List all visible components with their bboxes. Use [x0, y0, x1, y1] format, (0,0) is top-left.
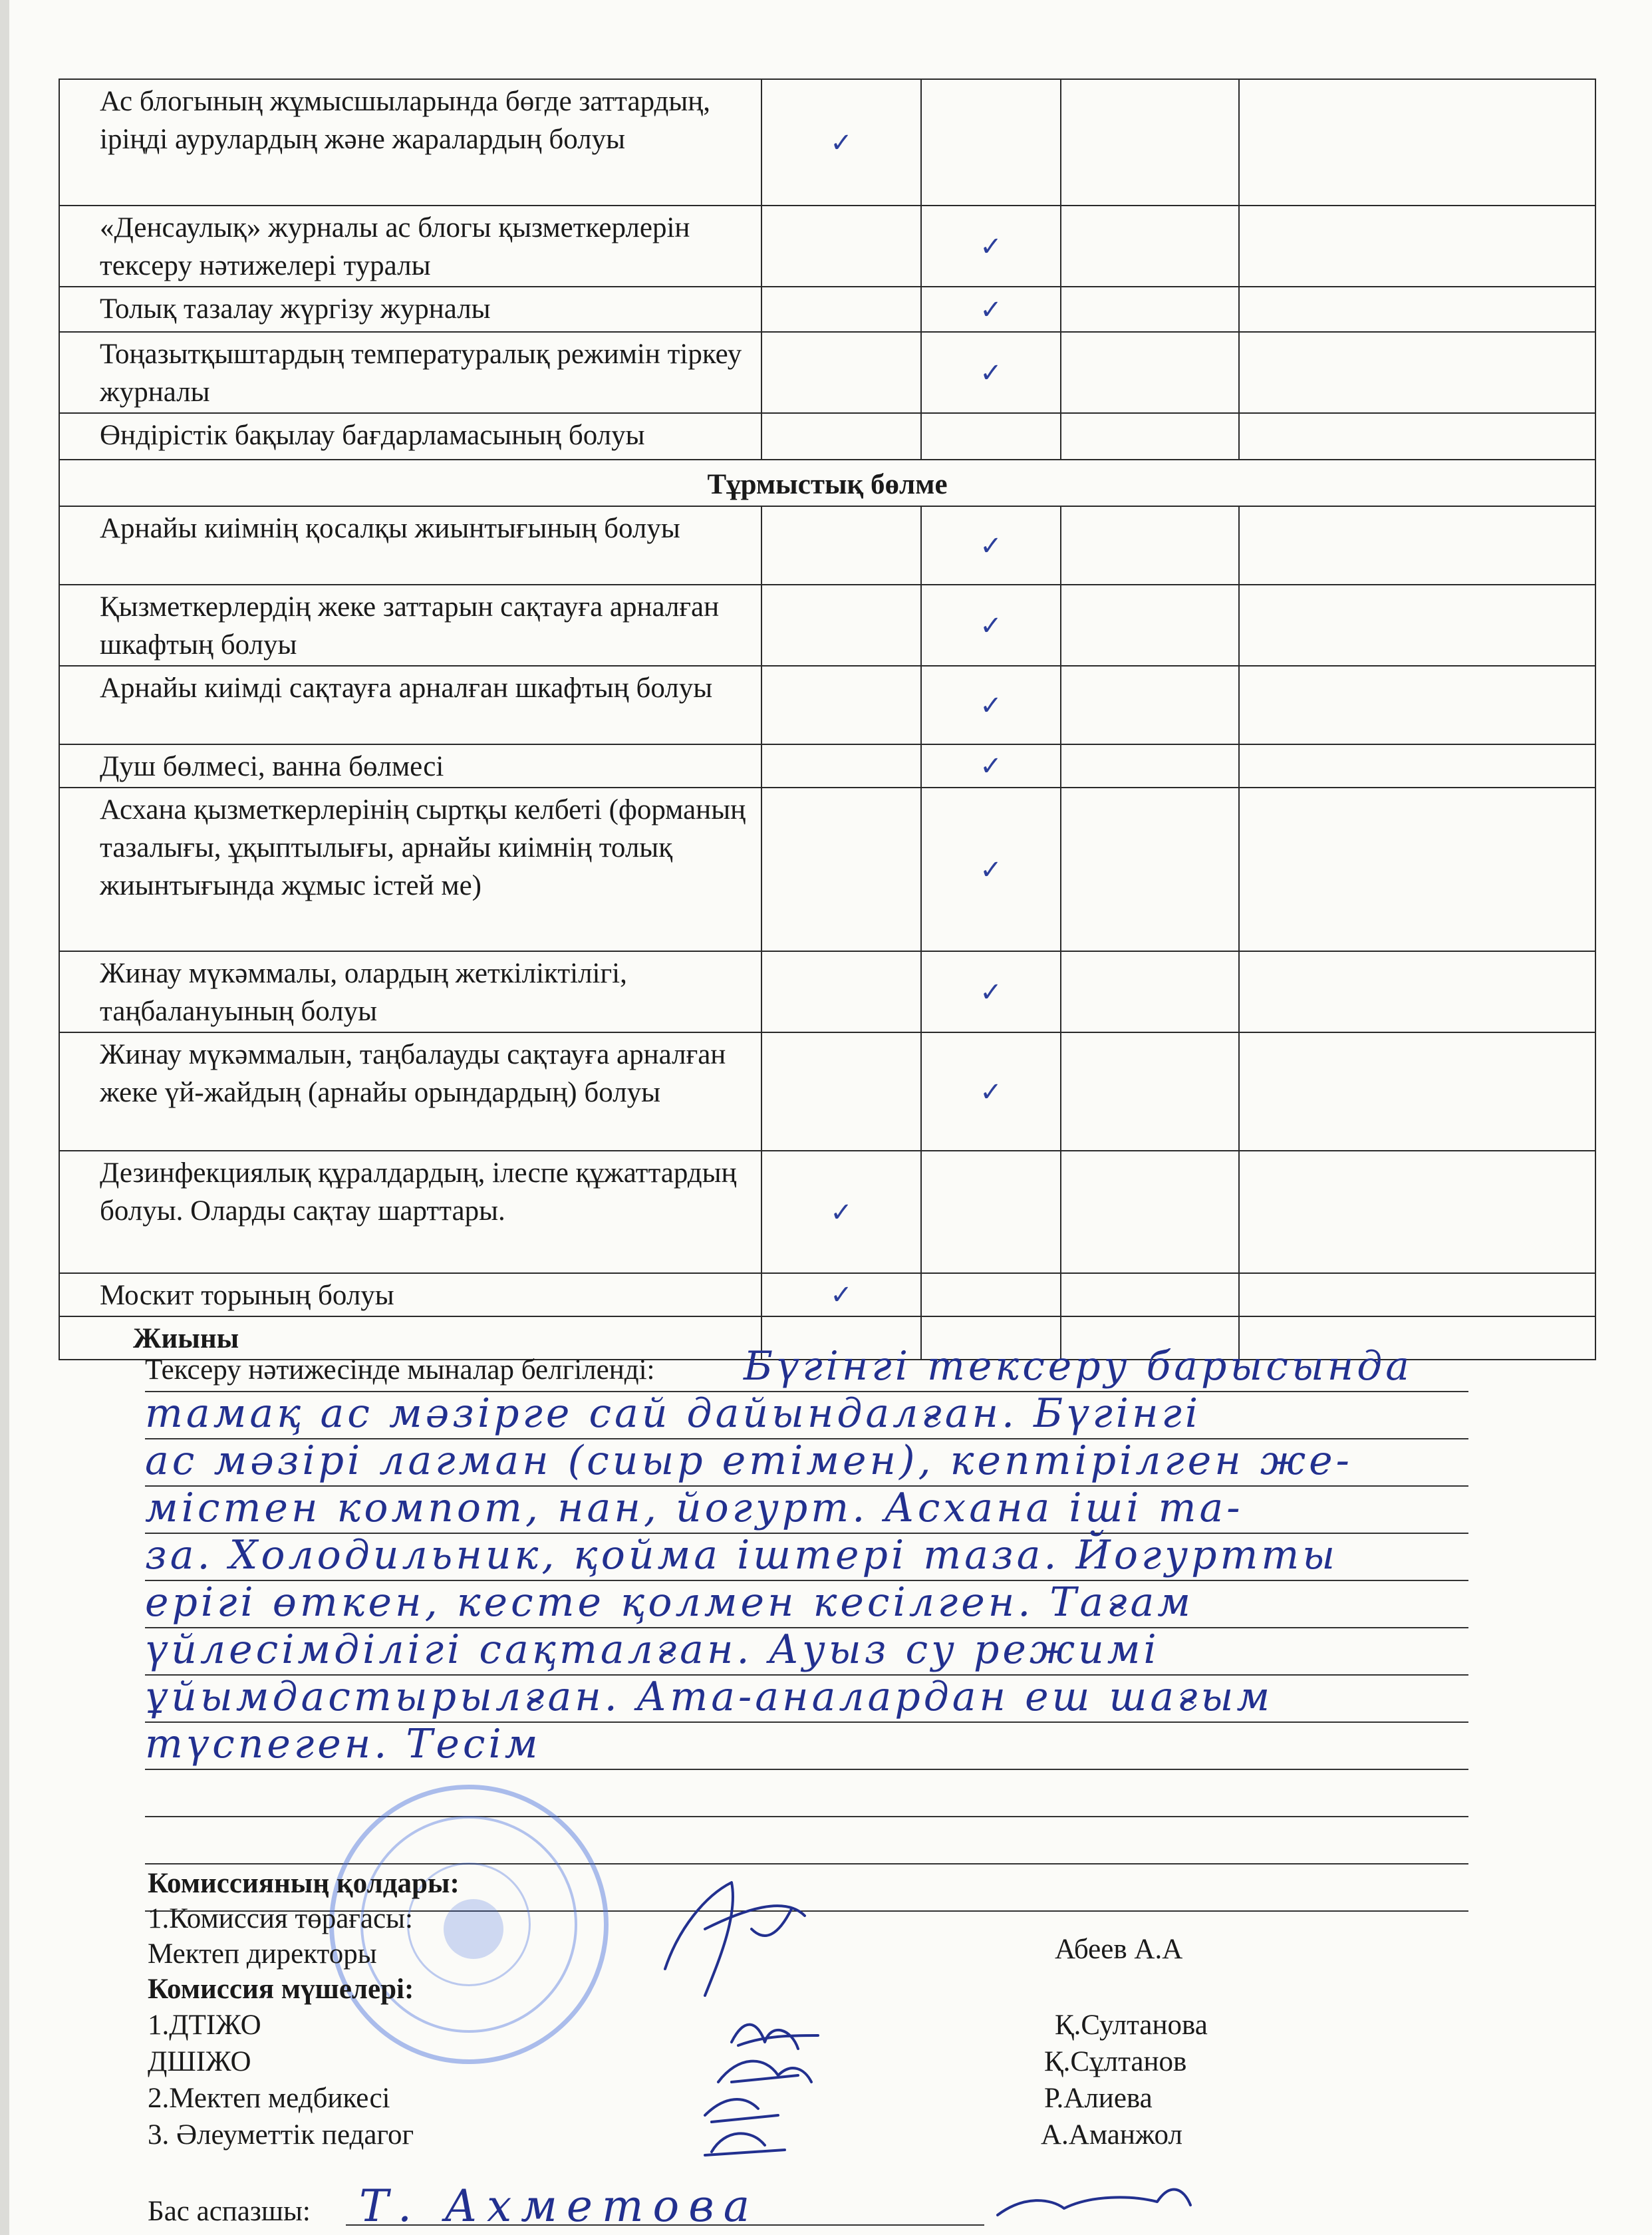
check-mark-icon: ✓: [980, 690, 1002, 721]
director-label: Мектеп директоры: [148, 1938, 377, 1970]
member-name: Р.Алиева: [1044, 2083, 1153, 2114]
check-mark-icon: ✓: [980, 530, 1002, 561]
criterion-cell: Өндірістік бақылау бағдарламасының болуы: [59, 413, 761, 460]
signatures-heading: Комиссияның қолдары:: [148, 1868, 460, 1899]
check-mark-icon: ✓: [830, 1197, 853, 1228]
check-mark-icon: ✓: [980, 294, 1002, 325]
chef-handwritten-name: Т. Ахметова: [359, 2180, 759, 2232]
member-role: ДШІЖО: [148, 2046, 251, 2077]
member-role: 3. Әлеуметтік педагог: [148, 2119, 414, 2151]
member-role: 1.ДТІЖО: [148, 2010, 261, 2041]
handwritten-note: Бүгінгі тексеру барысында: [744, 1343, 1413, 1390]
criterion-cell: Москит торының болуы: [59, 1273, 761, 1316]
member-role: 2.Мектеп медбикесі: [148, 2083, 390, 2114]
chef-signature: [998, 2189, 1190, 2215]
member-name: А.Аманжол: [1041, 2119, 1182, 2151]
criterion-cell: Қызметкерлердің жеке заттарын сақтауға арналған шкафтың болуы: [59, 585, 761, 666]
check-mark-icon: ✓: [980, 231, 1002, 262]
member-signature: [718, 2061, 811, 2082]
director-name: Абеев А.А: [1055, 1934, 1183, 1965]
check-mark-icon: ✓: [980, 751, 1002, 782]
handwritten-note: містен компот, нан, йогурт. Асхана іші та-: [145, 1485, 1244, 1531]
handwritten-note: тамақ ас мәзірге сай дайындалған. Бүгінгі: [145, 1390, 1202, 1437]
criterion-cell: Арнайы киімнің қосалқы жиынтығының болуы: [59, 506, 761, 585]
findings-label: Тексеру нәтижесінде мыналар белгіленді:: [145, 1354, 655, 1386]
members-heading: Комиссия мүшелері:: [148, 1974, 414, 2005]
handwritten-note: түспеген. Тесім: [145, 1721, 541, 1767]
member-signature: [705, 2133, 785, 2155]
handwritten-note: үйлесімділігі сақталған. Ауыз су режимі: [145, 1626, 1160, 1673]
handwritten-note: ерігі өткен, кесте қолмен кесілген. Тағам: [145, 1579, 1194, 1626]
criterion-cell: «Денсаулық» журналы ас блогы қызметкерлерін тексеру нәтижелері туралы: [59, 206, 761, 287]
section-title: Тұрмыстық бөлме: [59, 460, 1595, 506]
criterion-cell: Толық тазалау жүргізу журналы: [59, 287, 761, 332]
check-mark-icon: ✓: [830, 1280, 853, 1310]
check-mark-icon: ✓: [980, 610, 1002, 641]
member-signature: [705, 2099, 778, 2122]
criterion-cell: Жинау мүкәммалы, олардың жеткіліктілігі, таңбалануының болуы: [59, 951, 761, 1032]
criterion-cell: Арнайы киімді сақтауға арналған шкафтың болуы: [59, 666, 761, 744]
criterion-cell: Асхана қызметкерлерінің сыртқы келбеті (форманың тазалығы, ұқыптылығы, арнайы киімнің толық жиынтығында жұмыс істей ме): [59, 788, 761, 951]
total-label: Жиыны: [59, 1316, 761, 1360]
check-mark-icon: ✓: [980, 854, 1002, 885]
member-name: Қ.Султанова: [1055, 2010, 1208, 2041]
criterion-cell: Дезинфекциялық құралдардың, ілеспе құжаттардың болуы. Оларды сақтау шарттары.: [59, 1151, 761, 1273]
criterion-cell: Душ бөлмесі, ванна бөлмесі: [59, 744, 761, 788]
check-mark-icon: ✓: [980, 1076, 1002, 1108]
member-signature: [732, 2025, 818, 2049]
check-mark-icon: ✓: [980, 976, 1002, 1008]
director-signature: [665, 1882, 805, 1996]
criterion-cell: Тоңазытқыштардың температуралық режимін тіркеу журналы: [59, 332, 761, 413]
criterion-cell: Ас блогының жұмысшыларында бөгде заттардың, іріңді аурулардың және жаралардың болуы: [59, 79, 761, 206]
chef-label: Бас аспазшы:: [148, 2196, 311, 2227]
check-mark-icon: ✓: [830, 127, 853, 158]
chair-label: 1.Комиссия төрағасы:: [148, 1903, 413, 1934]
handwritten-note: за. Холодильник, қойма іштері таза. Йогуртты: [145, 1532, 1339, 1578]
member-name: Қ.Сұлтанов: [1044, 2046, 1187, 2077]
handwritten-note: ас мәзірі лагман (сиыр етімен), кептірілген же-: [145, 1437, 1353, 1484]
criterion-cell: Жинау мүкәммалын, таңбалауды сақтауға арналған жеке үй-жайдың (арнайы орындардың) болуы: [59, 1032, 761, 1151]
check-mark-icon: ✓: [980, 357, 1002, 388]
handwritten-note: ұйымдастырылған. Ата-аналардан еш шағым: [145, 1674, 1274, 1720]
